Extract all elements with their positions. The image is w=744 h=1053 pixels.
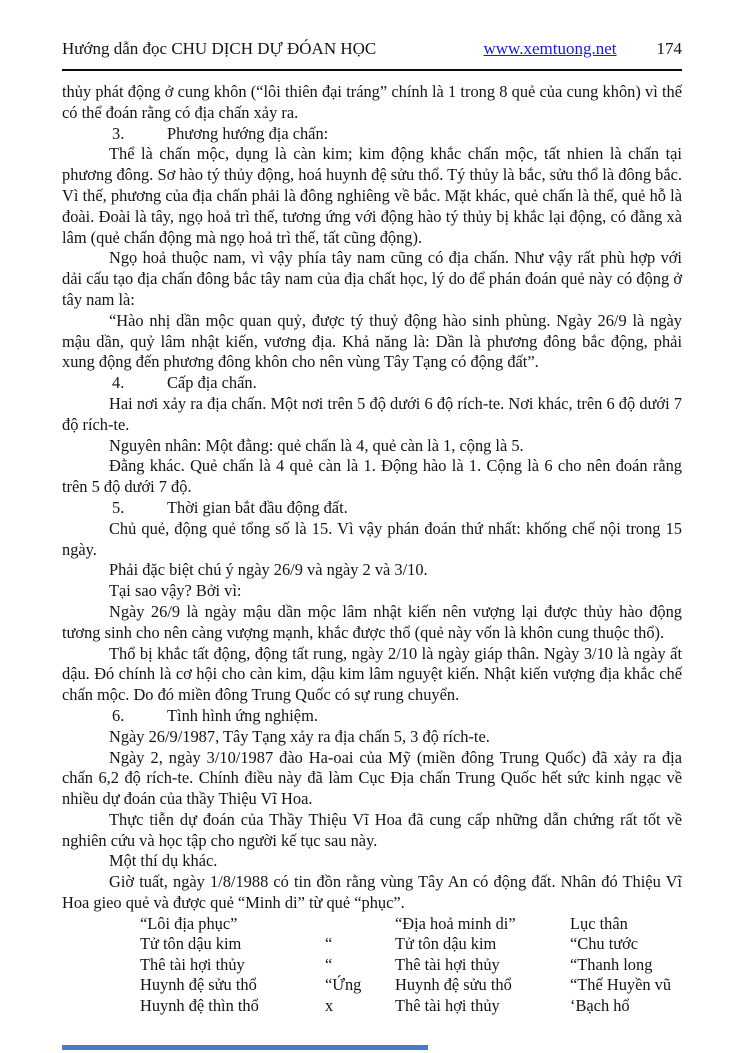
table-cell: Tử tôn dậu kim bbox=[395, 934, 497, 954]
table-row bbox=[140, 955, 682, 975]
paragraph: Hai nơi xảy ra địa chấn. Một nơi trên 5 độ dưới 6 độ rích-te. Nơi khác, trên 6 độ dưới 7 độ rích-te. bbox=[62, 393, 682, 434]
table-cell: “Ứng bbox=[325, 975, 362, 995]
paragraph: Chủ quẻ, động quẻ tổng số là 15. Vì vậy phán đoán thứ nhất: khống chế nội trong 15 ngày. bbox=[62, 518, 682, 559]
table-cell: “Lôi địa phục” bbox=[140, 913, 238, 933]
paragraph: Phải đặc biệt chú ý ngày 26/9 và ngày 2 và 3/10. bbox=[109, 560, 428, 580]
section-heading bbox=[62, 706, 682, 727]
table-cell: “Chu tước bbox=[570, 934, 639, 954]
table-row bbox=[140, 914, 682, 934]
table-cell: “Thanh long bbox=[570, 954, 653, 974]
table-cell: x bbox=[325, 995, 334, 1015]
section-number: 6. bbox=[112, 705, 125, 725]
table-cell: “Thế Huyền vũ bbox=[570, 975, 672, 995]
table-cell: Lục thân bbox=[570, 913, 628, 933]
section-number: 5. bbox=[112, 497, 125, 517]
table-cell: Tử tôn dậu kim bbox=[140, 934, 242, 954]
paragraph: Đằng khác. Quẻ chấn là 4 quẻ càn là 1. Động hào là 1. Cộng là 6 cho nên đoán rằng trên 5 độ dưới 7 độ. bbox=[62, 456, 682, 497]
paragraph: Ngày 26/9 là ngày mậu dần mộc lâm nhật kiến nên vượng lại được thủy hào động tương sinh cho nên càng vượng mạnh, khắc được thổ (quẻ này vốn là khôn cung thuộc thổ). bbox=[62, 601, 682, 642]
section-number: 4. bbox=[112, 373, 125, 393]
table-cell: Huynh đệ thìn thổ bbox=[140, 995, 259, 1015]
paragraph: Thể là chấn mộc, dụng là càn kim; kim động khắc chấn mộc, tất nhien là chấn tại phương đông. Sơ hào tý thủy động, hoá huynh đệ sửu thổ. Tý thủy là bắc, sửu thổ là đông bắc. Vì thế, phương của địa chấn phải là đông nghiêng về bắc. Mặt khác, quẻ chấn là thể, quẻ hỗ là đoài. Đoài là tây, ngọ hoả trì thế, tương ứng với động hào tý thủy bị khắc lại động, có đằng xà lâm (quẻ chấn động mà ngọ hoả trì thế, tất cũng động). bbox=[62, 144, 682, 247]
section-label: Cấp địa chấn. bbox=[167, 373, 257, 393]
paragraph: Nguyên nhân: Một đằng: quẻ chấn là 4, quẻ càn là 1, cộng là 5. bbox=[109, 435, 524, 455]
section-label: Thời gian bắt đầu động đất. bbox=[167, 497, 348, 517]
section-heading bbox=[62, 373, 682, 394]
footer-bar bbox=[62, 1045, 428, 1050]
header-rule bbox=[62, 69, 682, 71]
paragraph: Giờ tuất, ngày 1/8/1988 có tin đồn rằng vùng Tây An có động đất. Nhân đó Thiệu Vĩ Hoa gieo quẻ và được quẻ “Minh di” từ quẻ “phục”. bbox=[62, 872, 682, 913]
section-heading bbox=[62, 498, 682, 519]
table-cell: Thê tài hợi thủy bbox=[395, 995, 500, 1015]
page-number: 174 bbox=[656, 39, 682, 58]
header-title: Hướng dẫn đọc CHU DỊCH DỰ ĐÓAN HỌC bbox=[62, 39, 377, 58]
section-label: Tình hình ứng nghiệm. bbox=[167, 705, 318, 725]
paragraph: Ngọ hoả thuộc nam, vì vậy phía tây nam cũng có địa chấn. Như vậy rất phù hợp với dải cấu tạo địa chấn đông bắc tây nam của địa chất học, lý do để phán đoán quẻ này có động ở tây nam là: bbox=[62, 248, 682, 309]
table-cell: Thê tài hợi thủy bbox=[140, 954, 245, 974]
section-label: Phương hướng địa chấn: bbox=[167, 123, 329, 143]
table-cell: “ bbox=[325, 954, 333, 974]
table-cell: Huynh đệ sửu thổ bbox=[395, 975, 512, 995]
website-link[interactable]: www.xemtuong.net bbox=[483, 39, 617, 58]
table-cell: Thê tài hợi thủy bbox=[395, 954, 500, 974]
paragraph: Tại sao vậy? Bởi vì: bbox=[109, 581, 242, 601]
paragraph: Thực tiễn dự đoán của Thầy Thiệu Vĩ Hoa đã cung cấp những dẫn chứng rất tốt về nghiên cứu và học tập cho người kế tục sau này. bbox=[62, 809, 682, 850]
table-cell bbox=[325, 914, 395, 934]
table-cell: ‘Bạch hổ bbox=[570, 995, 630, 1015]
paragraph: “Hào nhị dần mộc quan quỷ, được tý thuỷ động hào sinh phùng. Ngày 26/9 là ngày mậu dần, quỷ lâm nhật kiến, vương địa. Khả năng là: Dần là phương đông bắc động, phải xung động đến phương đông khôn cho nên vùng Tây Tạng có động đất”. bbox=[62, 310, 682, 372]
body-text bbox=[62, 82, 682, 914]
paragraph: Ngày 2, ngày 3/10/1987 đào Ha-oai của Mỹ (miền đông Trung Quốc) đã xảy ra địa chấn 6,2 độ rích-te. Chính điều này đã làm Cục Địa chấn Trung Quốc hết sức kinh ngạc về nhiều dự đoán của thầy Thiệu Vĩ Hoa. bbox=[62, 747, 682, 809]
table-row bbox=[140, 996, 682, 1016]
page-header bbox=[62, 38, 682, 60]
section-heading bbox=[62, 124, 682, 145]
section-number: 3. bbox=[112, 123, 125, 143]
paragraph: thủy phát động ở cung khôn (“lôi thiên đại tráng” chính là 1 trong 8 quẻ của cung khôn) vì thế có thể đoán rằng có địa chấn xảy ra. bbox=[62, 82, 682, 122]
paragraph: Một thí dụ khác. bbox=[109, 851, 218, 871]
table-row bbox=[140, 934, 682, 954]
table-cell: Huynh đệ sửu thổ bbox=[140, 975, 257, 995]
paragraph: Ngày 26/9/1987, Tây Tạng xảy ra địa chấn 5, 3 độ rích-te. bbox=[109, 726, 490, 746]
table-row bbox=[140, 975, 682, 995]
paragraph: Thổ bị khắc tất động, động tất rung, ngày 2/10 là ngày giáp thân. Ngày 3/10 là ngày ất dậu. Đó chính là cơ hội cho càn kim, dậu kim lâm nguyệt kiến. Nhật kiến vượng địa khắc chế chấn mộc. Do đó miền đông Trung Quốc có sự rung chuyển. bbox=[62, 643, 682, 705]
hexagram-table bbox=[140, 914, 682, 1016]
table-cell: “Địa hoả minh di” bbox=[395, 913, 516, 933]
table-cell: “ bbox=[325, 934, 333, 954]
